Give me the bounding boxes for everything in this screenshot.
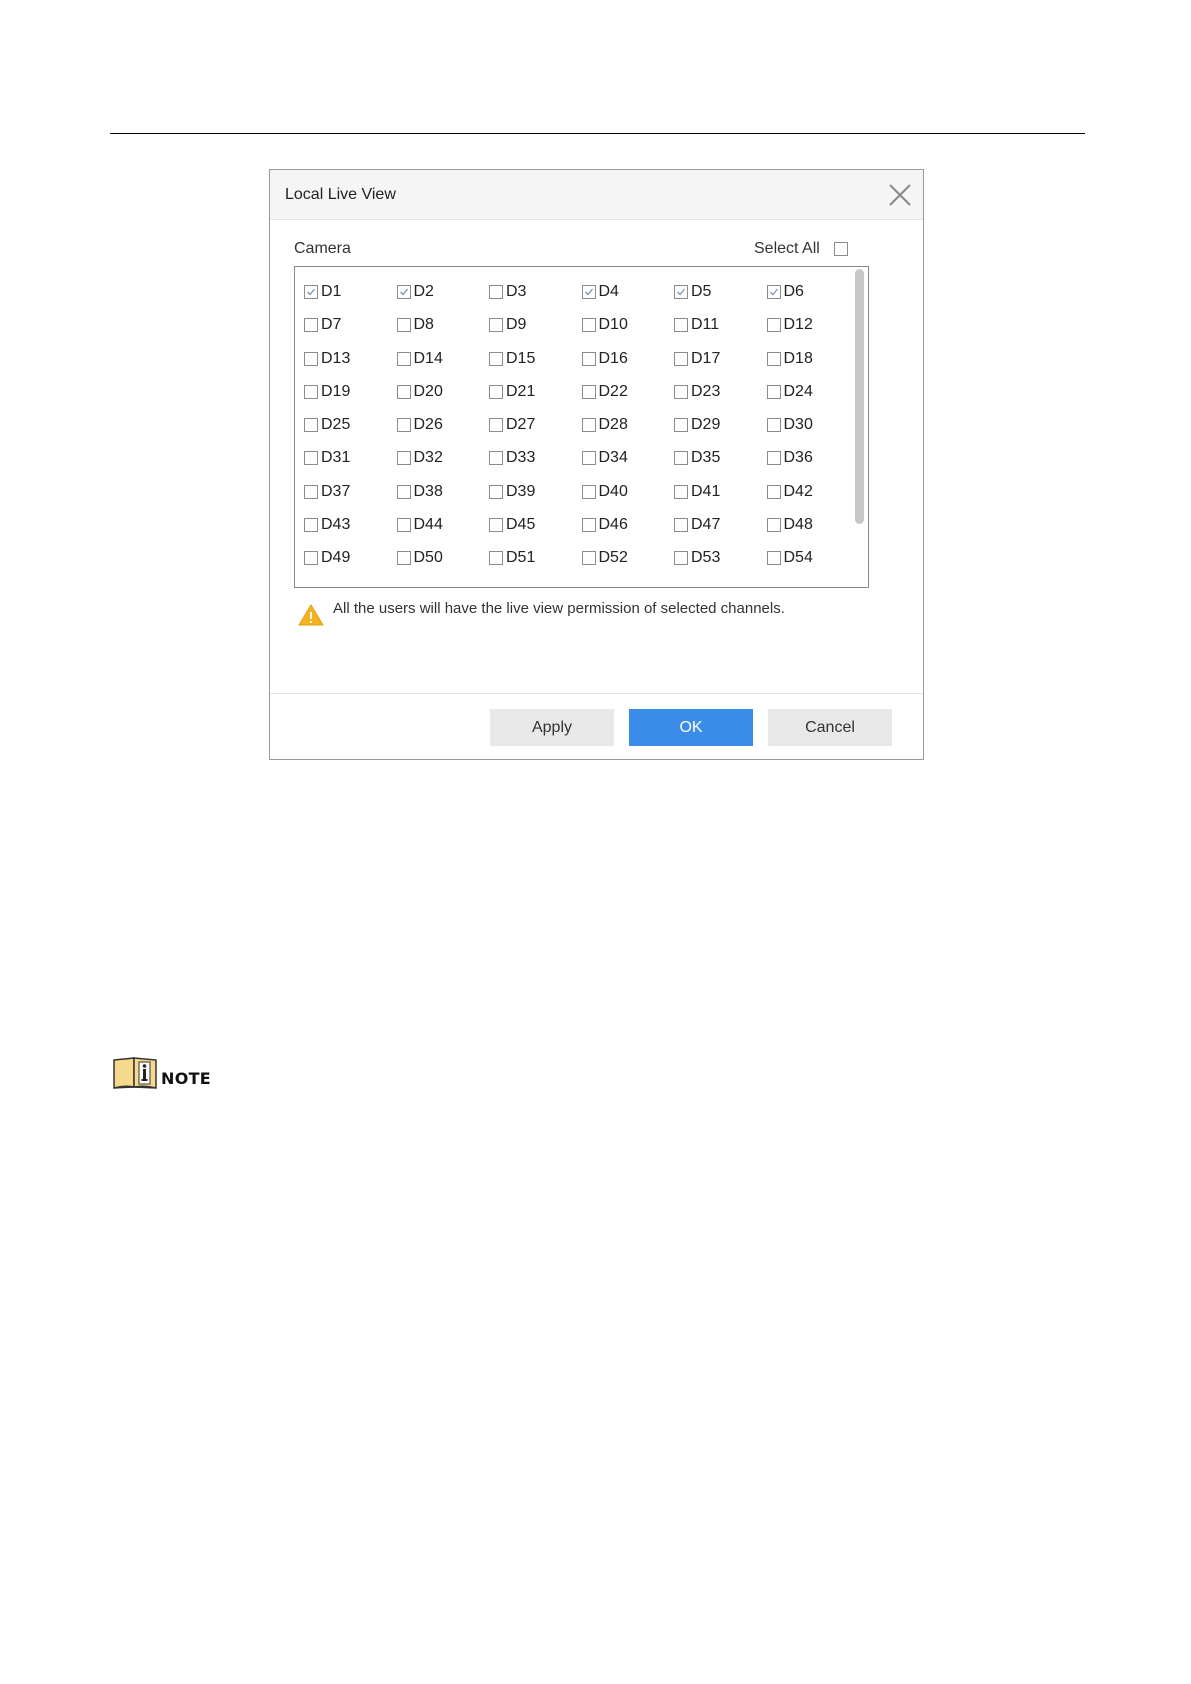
camera-label: D44 xyxy=(413,516,443,534)
camera-checkbox[interactable] xyxy=(304,485,318,499)
camera-checkbox[interactable] xyxy=(582,385,596,399)
camera-label: D39 xyxy=(506,482,536,500)
camera-checkbox[interactable] xyxy=(674,285,688,299)
camera-item-d12[interactable] xyxy=(767,315,860,335)
camera-checkbox[interactable] xyxy=(674,518,688,532)
camera-item-d10[interactable] xyxy=(582,315,675,335)
camera-grid xyxy=(304,282,844,582)
camera-label: D33 xyxy=(506,449,536,467)
camera-checkbox[interactable] xyxy=(489,418,503,432)
camera-item-d36[interactable] xyxy=(767,448,860,468)
camera-checkbox[interactable] xyxy=(767,418,781,432)
camera-label: D8 xyxy=(413,316,434,334)
camera-item-d28[interactable] xyxy=(582,415,675,435)
camera-item-d14[interactable] xyxy=(397,349,490,369)
camera-item-d40[interactable] xyxy=(582,482,675,502)
camera-label: D46 xyxy=(598,516,628,534)
camera-item-d21[interactable] xyxy=(489,382,582,402)
camera-label: D21 xyxy=(506,382,536,400)
camera-item-d37[interactable] xyxy=(304,482,397,502)
camera-item-d45[interactable] xyxy=(489,515,582,535)
camera-checkbox[interactable] xyxy=(304,451,318,465)
camera-checkbox[interactable] xyxy=(767,385,781,399)
camera-checkbox[interactable] xyxy=(767,352,781,366)
camera-checkbox[interactable] xyxy=(767,318,781,332)
camera-item-d41[interactable] xyxy=(674,482,767,502)
camera-label: D32 xyxy=(413,449,443,467)
camera-checkbox[interactable] xyxy=(489,485,503,499)
camera-item-d51[interactable] xyxy=(489,548,582,568)
camera-checkbox[interactable] xyxy=(674,318,688,332)
camera-checkbox[interactable] xyxy=(674,451,688,465)
camera-item-d27[interactable] xyxy=(489,415,582,435)
camera-label: D4 xyxy=(598,283,619,300)
camera-label: D41 xyxy=(691,482,721,500)
camera-checkbox[interactable] xyxy=(397,418,411,432)
camera-label: D5 xyxy=(691,283,712,300)
camera-label: D13 xyxy=(321,349,351,367)
camera-label: D10 xyxy=(598,316,628,334)
camera-checkbox[interactable] xyxy=(304,518,318,532)
select-all-checkbox[interactable] xyxy=(834,242,848,256)
local-live-view-dialog xyxy=(269,169,924,760)
camera-label: D47 xyxy=(691,516,721,534)
camera-item-d29[interactable] xyxy=(674,415,767,435)
camera-label: D42 xyxy=(783,482,813,500)
camera-label: D2 xyxy=(413,283,434,300)
camera-checkbox[interactable] xyxy=(582,451,596,465)
camera-item-d18[interactable] xyxy=(767,349,860,369)
camera-item-d53[interactable] xyxy=(674,548,767,568)
camera-checkbox[interactable] xyxy=(489,385,503,399)
camera-checkbox[interactable] xyxy=(674,352,688,366)
note-callout xyxy=(112,1056,211,1090)
page-header-rule xyxy=(110,133,1085,134)
camera-item-d8[interactable] xyxy=(397,315,490,335)
camera-label: D40 xyxy=(598,482,628,500)
camera-checkbox[interactable] xyxy=(489,551,503,565)
camera-item-d3[interactable] xyxy=(489,282,582,302)
camera-label: D18 xyxy=(783,349,813,367)
camera-item-d38[interactable] xyxy=(397,482,490,502)
camera-checkbox[interactable] xyxy=(674,385,688,399)
camera-checkbox[interactable] xyxy=(767,551,781,565)
camera-item-d52[interactable] xyxy=(582,548,675,568)
camera-item-d31[interactable] xyxy=(304,448,397,468)
camera-label: D22 xyxy=(598,382,628,400)
camera-item-d20[interactable] xyxy=(397,382,490,402)
camera-list xyxy=(294,266,869,588)
camera-item-d35[interactable] xyxy=(674,448,767,468)
camera-checkbox[interactable] xyxy=(489,352,503,366)
scrollbar-thumb[interactable] xyxy=(855,269,864,524)
warning-text: All the users will have the live view permission of selected channels. xyxy=(333,600,785,617)
camera-checkbox[interactable] xyxy=(489,285,503,299)
camera-label: D14 xyxy=(413,349,443,367)
camera-item-d25[interactable] xyxy=(304,415,397,435)
camera-checkbox[interactable] xyxy=(674,551,688,565)
camera-label: D43 xyxy=(321,516,351,534)
camera-label: D17 xyxy=(691,349,721,367)
camera-item-d22[interactable] xyxy=(582,382,675,402)
camera-item-d42[interactable] xyxy=(767,482,860,502)
camera-item-d26[interactable] xyxy=(397,415,490,435)
camera-item-d43[interactable] xyxy=(304,515,397,535)
camera-checkbox[interactable] xyxy=(582,352,596,366)
camera-checkbox[interactable] xyxy=(582,551,596,565)
camera-item-d5[interactable] xyxy=(674,282,767,302)
camera-label: D19 xyxy=(321,382,351,400)
permission-warning xyxy=(298,598,785,626)
camera-label: D35 xyxy=(691,449,721,467)
camera-label: D52 xyxy=(598,549,628,567)
camera-item-d9[interactable] xyxy=(489,315,582,335)
camera-label: D30 xyxy=(783,416,813,434)
camera-item-d7[interactable] xyxy=(304,315,397,335)
camera-checkbox[interactable] xyxy=(304,385,318,399)
camera-item-d39[interactable] xyxy=(489,482,582,502)
camera-checkbox[interactable] xyxy=(397,318,411,332)
camera-item-d46[interactable] xyxy=(582,515,675,535)
camera-checkbox[interactable] xyxy=(489,451,503,465)
camera-label: D24 xyxy=(783,382,813,400)
camera-checkbox[interactable] xyxy=(397,451,411,465)
camera-item-d34[interactable] xyxy=(582,448,675,468)
ok-button[interactable]: OK xyxy=(629,709,753,746)
camera-label: D34 xyxy=(598,449,628,467)
camera-label: D38 xyxy=(413,482,443,500)
camera-checkbox[interactable] xyxy=(582,518,596,532)
camera-checkbox[interactable] xyxy=(397,352,411,366)
camera-item-d48[interactable] xyxy=(767,515,860,535)
camera-checkbox[interactable] xyxy=(767,485,781,499)
camera-checkbox[interactable] xyxy=(674,485,688,499)
camera-label: D27 xyxy=(506,416,536,434)
camera-label: D28 xyxy=(598,416,628,434)
camera-item-d1[interactable] xyxy=(304,282,397,302)
camera-label: D29 xyxy=(691,416,721,434)
camera-item-d47[interactable] xyxy=(674,515,767,535)
camera-checkbox[interactable] xyxy=(304,285,318,299)
camera-checkbox[interactable] xyxy=(582,318,596,332)
camera-checkbox[interactable] xyxy=(674,418,688,432)
camera-label: D16 xyxy=(598,349,628,367)
camera-item-d15[interactable] xyxy=(489,349,582,369)
camera-label: D25 xyxy=(321,416,351,434)
camera-checkbox[interactable] xyxy=(582,285,596,299)
camera-label: D50 xyxy=(413,549,443,567)
camera-item-d44[interactable] xyxy=(397,515,490,535)
camera-label: D20 xyxy=(413,382,443,400)
camera-checkbox[interactable] xyxy=(397,518,411,532)
camera-label: D31 xyxy=(321,449,351,467)
camera-label: D37 xyxy=(321,482,351,500)
camera-checkbox[interactable] xyxy=(767,518,781,532)
camera-checkbox[interactable] xyxy=(582,418,596,432)
camera-label: D53 xyxy=(691,549,721,567)
camera-section-label: Camera xyxy=(294,240,351,257)
camera-label: D26 xyxy=(413,416,443,434)
camera-checkbox[interactable] xyxy=(397,485,411,499)
note-label: NOTE xyxy=(161,1069,212,1088)
info-book-icon xyxy=(112,1056,158,1090)
camera-item-d54[interactable] xyxy=(767,548,860,568)
camera-checkbox[interactable] xyxy=(304,551,318,565)
camera-checkbox[interactable] xyxy=(489,318,503,332)
camera-checkbox[interactable] xyxy=(304,418,318,432)
dialog-header xyxy=(270,170,923,220)
camera-label: D54 xyxy=(783,549,813,567)
camera-item-d24[interactable] xyxy=(767,382,860,402)
camera-label: D15 xyxy=(506,349,536,367)
camera-item-d33[interactable] xyxy=(489,448,582,468)
camera-label: D9 xyxy=(506,316,527,334)
camera-label: D1 xyxy=(321,283,342,300)
camera-checkbox[interactable] xyxy=(397,385,411,399)
camera-checkbox[interactable] xyxy=(489,518,503,532)
camera-item-d50[interactable] xyxy=(397,548,490,568)
camera-item-d49[interactable] xyxy=(304,548,397,568)
camera-checkbox[interactable] xyxy=(397,551,411,565)
camera-item-d11[interactable] xyxy=(674,315,767,335)
camera-item-d16[interactable] xyxy=(582,349,675,369)
cancel-button[interactable]: Cancel xyxy=(768,709,892,746)
apply-button[interactable]: Apply xyxy=(490,709,614,746)
camera-item-d30[interactable] xyxy=(767,415,860,435)
camera-label: D7 xyxy=(321,316,342,334)
dialog-title: Local Live View xyxy=(285,186,396,203)
camera-item-d17[interactable] xyxy=(674,349,767,369)
camera-label: D45 xyxy=(506,516,536,534)
camera-checkbox[interactable] xyxy=(304,318,318,332)
camera-label: D48 xyxy=(783,516,813,534)
dialog-footer xyxy=(270,693,923,760)
camera-checkbox[interactable] xyxy=(767,285,781,299)
camera-label: D49 xyxy=(321,549,351,567)
camera-list-scrollbar[interactable] xyxy=(852,267,868,587)
camera-item-d13[interactable] xyxy=(304,349,397,369)
camera-label: D11 xyxy=(691,316,720,334)
camera-checkbox[interactable] xyxy=(582,485,596,499)
select-all[interactable] xyxy=(754,239,848,259)
camera-item-d23[interactable] xyxy=(674,382,767,402)
camera-item-d4[interactable] xyxy=(582,282,675,302)
camera-item-d19[interactable] xyxy=(304,382,397,402)
close-icon[interactable] xyxy=(887,182,913,208)
camera-label: D12 xyxy=(783,316,813,334)
camera-label: D6 xyxy=(783,283,804,300)
camera-label: D3 xyxy=(506,283,527,300)
camera-checkbox[interactable] xyxy=(304,352,318,366)
select-all-label: Select All xyxy=(754,240,820,257)
camera-label: D51 xyxy=(506,549,536,567)
camera-item-d32[interactable] xyxy=(397,448,490,468)
warning-icon xyxy=(298,604,324,626)
camera-label: D36 xyxy=(783,449,813,467)
camera-checkbox[interactable] xyxy=(767,451,781,465)
camera-checkbox[interactable] xyxy=(397,285,411,299)
camera-item-d6[interactable] xyxy=(767,282,860,302)
camera-item-d2[interactable] xyxy=(397,282,490,302)
camera-label: D23 xyxy=(691,382,721,400)
